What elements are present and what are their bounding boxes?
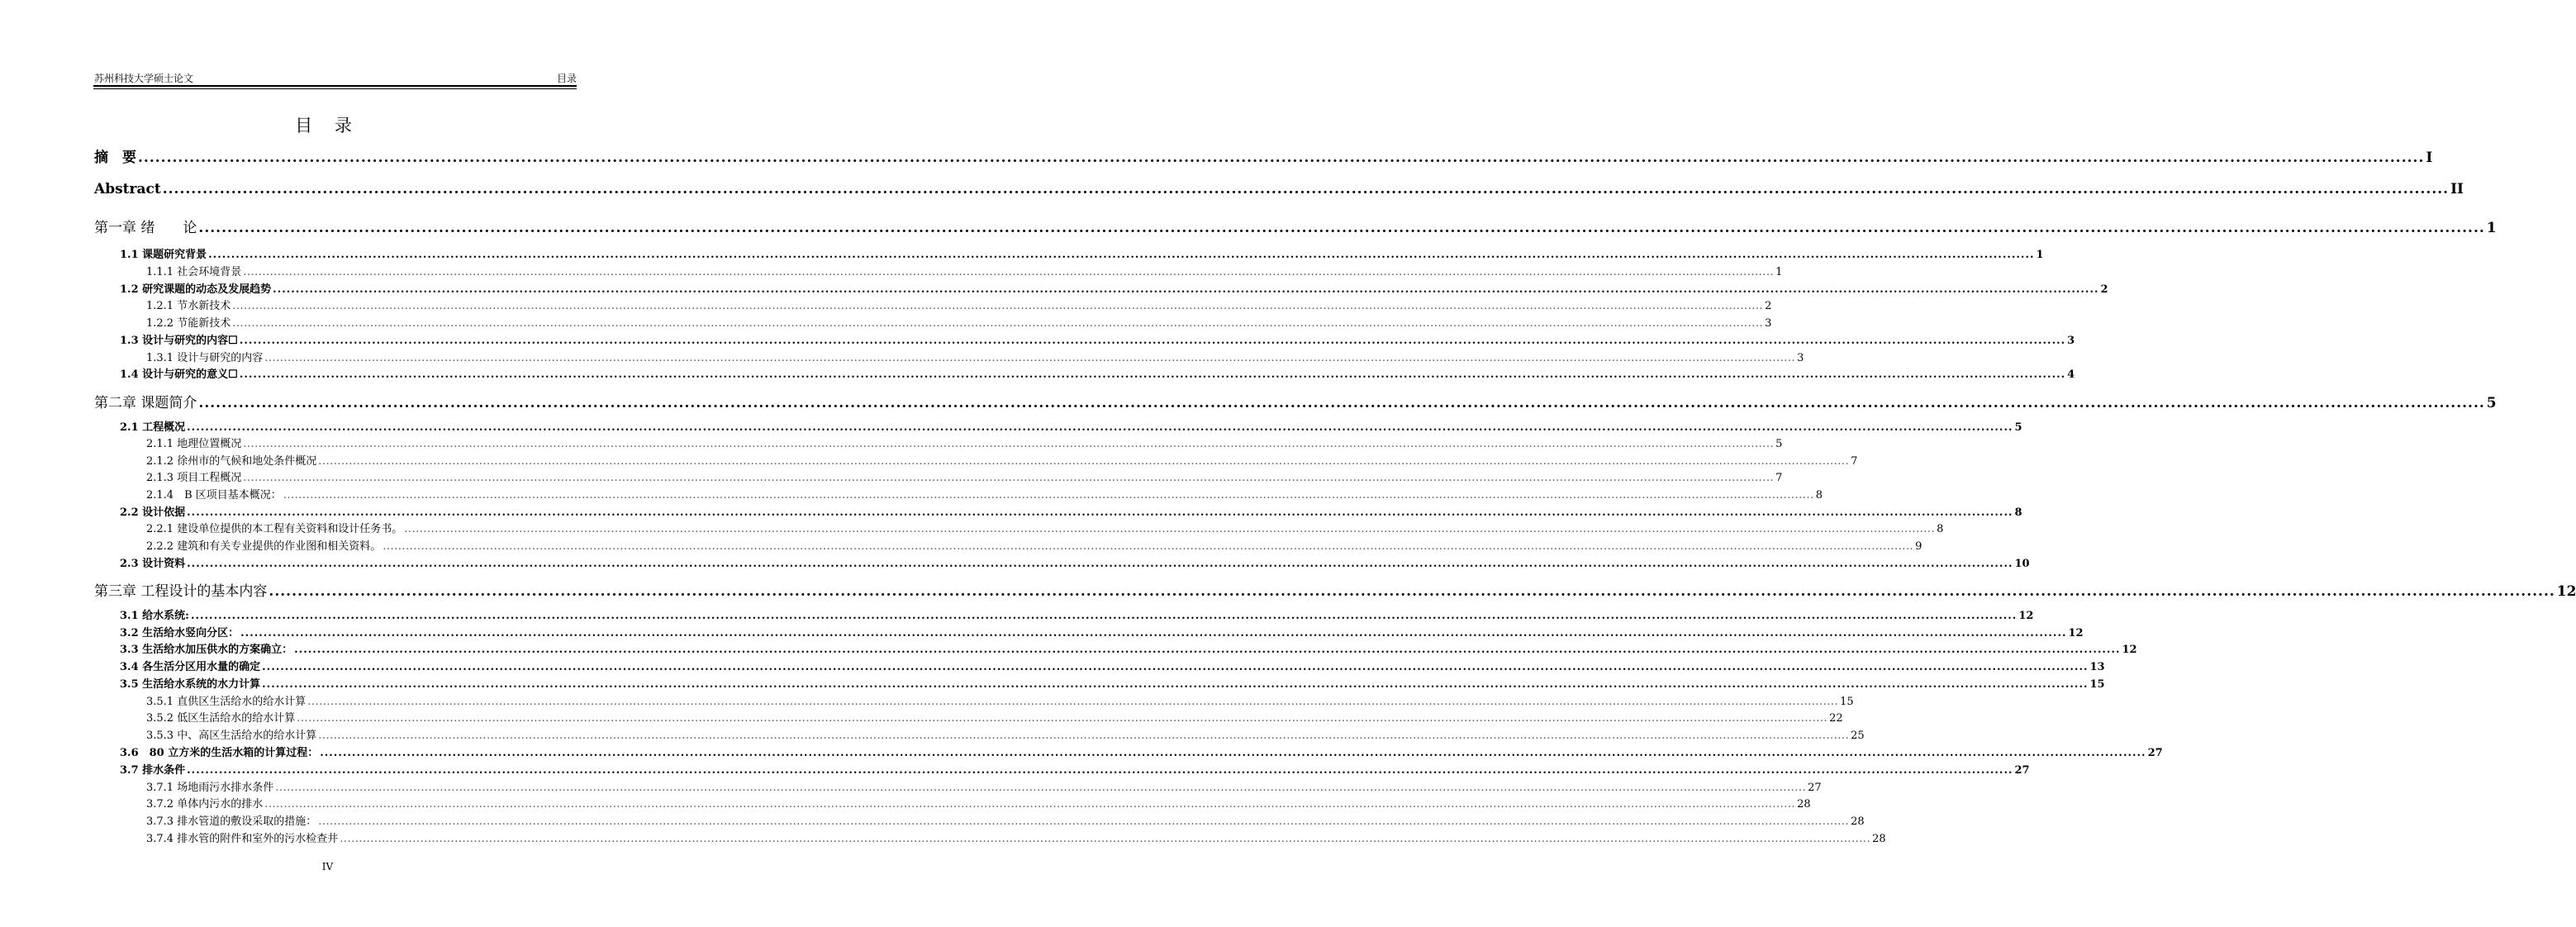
toc-entry-title: 3.5.2 低区生活给水的给水计算 (146, 712, 296, 725)
toc-entry[interactable] (146, 520, 1944, 535)
toc-entry-page: 5 (2014, 421, 2022, 434)
toc-leader-dots: ................................................................................................................................................................................................................................................................................................................................................................................................................ (243, 266, 1775, 278)
toc-entry-page: 1 (2036, 249, 2044, 261)
toc-entry-title: 1.3.1 设计与研究的内容 (146, 352, 264, 364)
toc-entry[interactable] (146, 314, 1772, 330)
toc-leader-dots: ................................................................................................................................................................................................................................................................................................................................................................................................................ (232, 300, 1764, 312)
toc-entry-title: 2.1.4 B 区项目基本概况： (146, 489, 282, 502)
running-header-right: 目录 (556, 73, 577, 84)
toc-entry-page: 8 (1937, 523, 1944, 535)
toc-leader-dots: ................................................................................................................................................................................................................................................................................................................................................................................................................ (294, 644, 2121, 656)
toc-entry-title: 2.2 设计依据 (120, 506, 186, 519)
toc-entry-page: 10 (2014, 558, 2030, 570)
toc-entry-title: 2.2.2 建筑和有关专业提供的作业图和相关资料。 (146, 540, 382, 553)
toc-leader-dots: ................................................................................................................................................................................................................................................................................................................................................................................................................ (269, 583, 2555, 600)
toc-entry[interactable] (120, 744, 2163, 759)
toc-leader-dots: ................................................................................................................................................................................................................................................................................................................................................................................................................ (187, 764, 2013, 777)
toc-entry[interactable] (120, 554, 2030, 570)
toc-entry-page: 7 (1851, 455, 1858, 468)
toc-entry-page: 25 (1851, 730, 1865, 742)
toc-entry-page: 2 (2100, 283, 2108, 296)
toc-entry-title: 1.1.1 社会环境背景 (146, 266, 242, 278)
toc-leader-dots: ................................................................................................................................................................................................................................................................................................................................................................................................................ (275, 782, 1807, 794)
toc-leader-dots: ................................................................................................................................................................................................................................................................................................................................................................................................................ (264, 352, 1796, 364)
toc-entry[interactable] (120, 365, 2075, 381)
toc-entry-title: 1.2.2 节能新技术 (146, 317, 231, 330)
toc-entry-title: 2.3 设计资料 (120, 558, 186, 570)
toc-leader-dots: ................................................................................................................................................................................................................................................................................................................................................................................................................ (340, 833, 1871, 845)
toc-entry[interactable] (120, 606, 2034, 622)
header-rule-thin (93, 88, 577, 89)
toc-leader-dots: ................................................................................................................................................................................................................................................................................................................................................................................................................ (307, 696, 1839, 708)
toc-entry-title: 第二章 课题简介 (94, 395, 197, 411)
toc-entry-title: 3.4 各生活分区用水量的确定 (120, 661, 261, 673)
toc-leader-dots: ................................................................................................................................................................................................................................................................................................................................................................................................................ (240, 627, 2067, 639)
toc-leader-dots: ................................................................................................................................................................................................................................................................................................................................................................................................................ (162, 181, 2450, 197)
toc-entry-page: I (2426, 150, 2433, 166)
toc-leader-dots: ................................................................................................................................................................................................................................................................................................................................................................................................................ (283, 489, 1814, 502)
toc-leader-dots: ................................................................................................................................................................................................................................................................................................................................................................................................................ (198, 220, 2485, 236)
page-number: IV (321, 861, 334, 872)
toc-entry-title: 3.7.3 排水管道的敷设采取的措施： (146, 815, 317, 828)
toc-entry-page: 28 (1851, 815, 1865, 828)
toc-leader-dots: ................................................................................................................................................................................................................................................................................................................................................................................................................ (190, 610, 2018, 622)
toc-entry-page: 1 (1775, 266, 1783, 278)
toc-leader-dots: ................................................................................................................................................................................................................................................................................................................................................................................................................ (239, 368, 2066, 381)
toc-leader-dots: ................................................................................................................................................................................................................................................................................................................................................................................................................ (318, 815, 1850, 828)
toc-entry-title: 2.2.1 建设单位提供的本工程有关资料和设计任务书。 (146, 523, 403, 535)
toc-entry[interactable] (146, 726, 1865, 742)
toc-entry[interactable] (120, 418, 2022, 434)
toc-leader-dots: ................................................................................................................................................................................................................................................................................................................................................................................................................ (187, 558, 2013, 570)
toc-entry-title: 1.3 设计与研究的内容☐ (120, 335, 238, 347)
toc-leader-dots: ................................................................................................................................................................................................................................................................................................................................................................................................................ (243, 438, 1775, 450)
toc-entry-page: 12 (2122, 644, 2137, 656)
toc-entry[interactable] (146, 709, 1843, 725)
toc-entry-page: 27 (2147, 747, 2163, 759)
toc-entry-title: 2.1.3 项目工程概况 (146, 472, 242, 484)
toc-entry[interactable] (146, 830, 1886, 845)
toc-leader-dots: ................................................................................................................................................................................................................................................................................................................................................................................................................ (320, 747, 2146, 759)
toc-entry[interactable] (94, 145, 2433, 166)
toc-entry-title: 3.7 排水条件 (120, 764, 186, 777)
toc-entry-page: 5 (1775, 438, 1783, 450)
toc-leader-dots: ................................................................................................................................................................................................................................................................................................................................................................................................................ (243, 472, 1775, 484)
toc-entry[interactable] (146, 537, 1922, 553)
toc-entry-title: 1.1 课题研究背景 (120, 249, 207, 261)
header-rule-thick (93, 85, 577, 87)
toc-entry-title: 3.7.1 场地雨污水排水条件 (146, 782, 274, 794)
toc-entry[interactable] (120, 245, 2044, 261)
toc-entry-page: 12 (2068, 627, 2084, 639)
toc-entry[interactable] (120, 640, 2137, 656)
toc-entry[interactable] (146, 486, 1823, 502)
toc-leader-dots: ................................................................................................................................................................................................................................................................................................................................................................................................................ (262, 678, 2089, 691)
toc-entry[interactable] (146, 452, 1858, 468)
toc-leader-dots: ................................................................................................................................................................................................................................................................................................................................................................................................................ (239, 335, 2066, 347)
toc-leader-dots: ................................................................................................................................................................................................................................................................................................................................................................................................................ (383, 540, 1914, 553)
toc-entry[interactable] (120, 280, 2108, 296)
toc-entry[interactable] (120, 658, 2105, 673)
toc-entry-page: 3 (1765, 317, 1772, 330)
toc-entry-page: 13 (2089, 661, 2105, 673)
toc-entry-title: 3.5.3 中、高区生活给水的给水计算 (146, 730, 317, 742)
toc-entry[interactable] (146, 349, 1804, 364)
toc-entry-title: 1.4 设计与研究的意义☐ (120, 368, 238, 381)
toc-leader-dots: ................................................................................................................................................................................................................................................................................................................................................................................................................ (273, 283, 2099, 296)
toc-entry-title: 2.1.2 徐州市的气候和地处条件概况 (146, 455, 317, 468)
toc-entry-page: 9 (1915, 540, 1922, 553)
toc-entry-page: 12 (2556, 583, 2576, 600)
toc-entry[interactable] (146, 435, 1783, 450)
toc-entry[interactable] (146, 795, 1811, 811)
toc-leader-dots: ................................................................................................................................................................................................................................................................................................................................................................................................................ (232, 317, 1764, 330)
toc-entry-page: 1 (2486, 220, 2497, 236)
toc-entry[interactable] (120, 331, 2075, 347)
toc-entry-page: 5 (2486, 395, 2497, 411)
toc-entry-page: 27 (1808, 782, 1822, 794)
toc-entry-page: 8 (2014, 506, 2022, 519)
toc-entry[interactable] (120, 503, 2022, 519)
toc-entry-title: 3.5.1 直供区生活给水的给水计算 (146, 696, 307, 708)
toc-leader-dots: ................................................................................................................................................................................................................................................................................................................................................................................................................ (187, 421, 2013, 434)
toc-entry[interactable] (146, 812, 1865, 828)
toc-entry[interactable] (146, 468, 1783, 484)
toc-leader-dots: ................................................................................................................................................................................................................................................................................................................................................................................................................ (318, 730, 1850, 742)
toc-entry[interactable] (120, 624, 2084, 639)
toc-leader-dots: ................................................................................................................................................................................................................................................................................................................................................................................................................ (297, 712, 1828, 725)
toc-entry[interactable] (94, 391, 2497, 411)
toc-title: 目 录 (295, 116, 360, 135)
toc-entry-page: 12 (2018, 610, 2034, 622)
toc-entry-page: 3 (2067, 335, 2075, 347)
toc-entry[interactable] (120, 675, 2105, 691)
toc-entry-title: 3.1 给水系统: (120, 610, 189, 622)
toc-leader-dots: ................................................................................................................................................................................................................................................................................................................................................................................................................ (208, 249, 2035, 261)
toc-entry-page: 2 (1765, 300, 1772, 312)
toc-entry-page: 4 (2067, 368, 2075, 381)
toc-entry-page: 27 (2014, 764, 2030, 777)
toc-entry[interactable] (94, 181, 2464, 197)
toc-entry-page: 28 (1797, 798, 1811, 811)
toc-entry-page: 8 (1815, 489, 1823, 502)
toc-leader-dots: ................................................................................................................................................................................................................................................................................................................................................................................................................ (187, 506, 2013, 519)
toc-entry[interactable] (146, 263, 1783, 278)
toc-entry-title: 2.1.1 地理位置概况 (146, 438, 242, 450)
toc-leader-dots: ................................................................................................................................................................................................................................................................................................................................................................................................................ (318, 455, 1850, 468)
toc-leader-dots: ................................................................................................................................................................................................................................................................................................................................................................................................................ (404, 523, 1936, 535)
toc-leader-dots: ................................................................................................................................................................................................................................................................................................................................................................................................................ (262, 661, 2089, 673)
toc-entry-title: 第一章 绪 论 (94, 220, 197, 236)
toc-entry-page: 22 (1829, 712, 1843, 725)
toc-entry[interactable] (120, 761, 2030, 777)
toc-entry-title: 2.1 工程概况 (120, 421, 186, 434)
toc-entry-title: 3.7.4 排水管的附件和室外的污水检查井 (146, 833, 339, 845)
toc-entry-title: 3.5 生活给水系统的水力计算 (120, 678, 261, 691)
toc-entry-title: 3.2 生活给水竖向分区： (120, 627, 240, 639)
toc-entry-title: 3.3 生活给水加压供水的方案确立： (120, 644, 293, 656)
toc-entry[interactable] (94, 216, 2497, 236)
toc-entry-page: 15 (2089, 678, 2105, 691)
toc-entry-page: 7 (1775, 472, 1783, 484)
toc-entry-title: 1.2.1 节水新技术 (146, 300, 231, 312)
toc-entry-page: II (2450, 181, 2464, 197)
toc-leader-dots: ................................................................................................................................................................................................................................................................................................................................................................................................................ (138, 150, 2425, 166)
toc-entry-page: 3 (1797, 352, 1804, 364)
toc-entry-title: 1.2 研究课题的动态及发展趋势 (120, 283, 272, 296)
toc-entry[interactable] (146, 297, 1772, 312)
toc-entry-title: 3.6 80 立方米的生活水箱的计算过程： (120, 747, 319, 759)
toc-entry-title: 第三章 工程设计的基本内容 (94, 583, 268, 600)
toc-entry-title: 摘 要 (94, 150, 136, 166)
toc-entry[interactable] (146, 692, 1854, 708)
toc-entry[interactable] (146, 778, 1822, 794)
toc-entry-page: 28 (1872, 833, 1886, 845)
toc-entry-title: 3.7.2 单体内污水的排水 (146, 798, 264, 811)
running-header-left: 苏州科技大学硕士论文 (94, 73, 194, 84)
toc-leader-dots: ................................................................................................................................................................................................................................................................................................................................................................................................................ (198, 395, 2485, 411)
toc-leader-dots: ................................................................................................................................................................................................................................................................................................................................................................................................................ (264, 798, 1796, 811)
toc-entry-page: 15 (1840, 696, 1854, 708)
toc-entry[interactable] (94, 579, 2576, 600)
toc-entry-title: Abstract (94, 181, 161, 197)
